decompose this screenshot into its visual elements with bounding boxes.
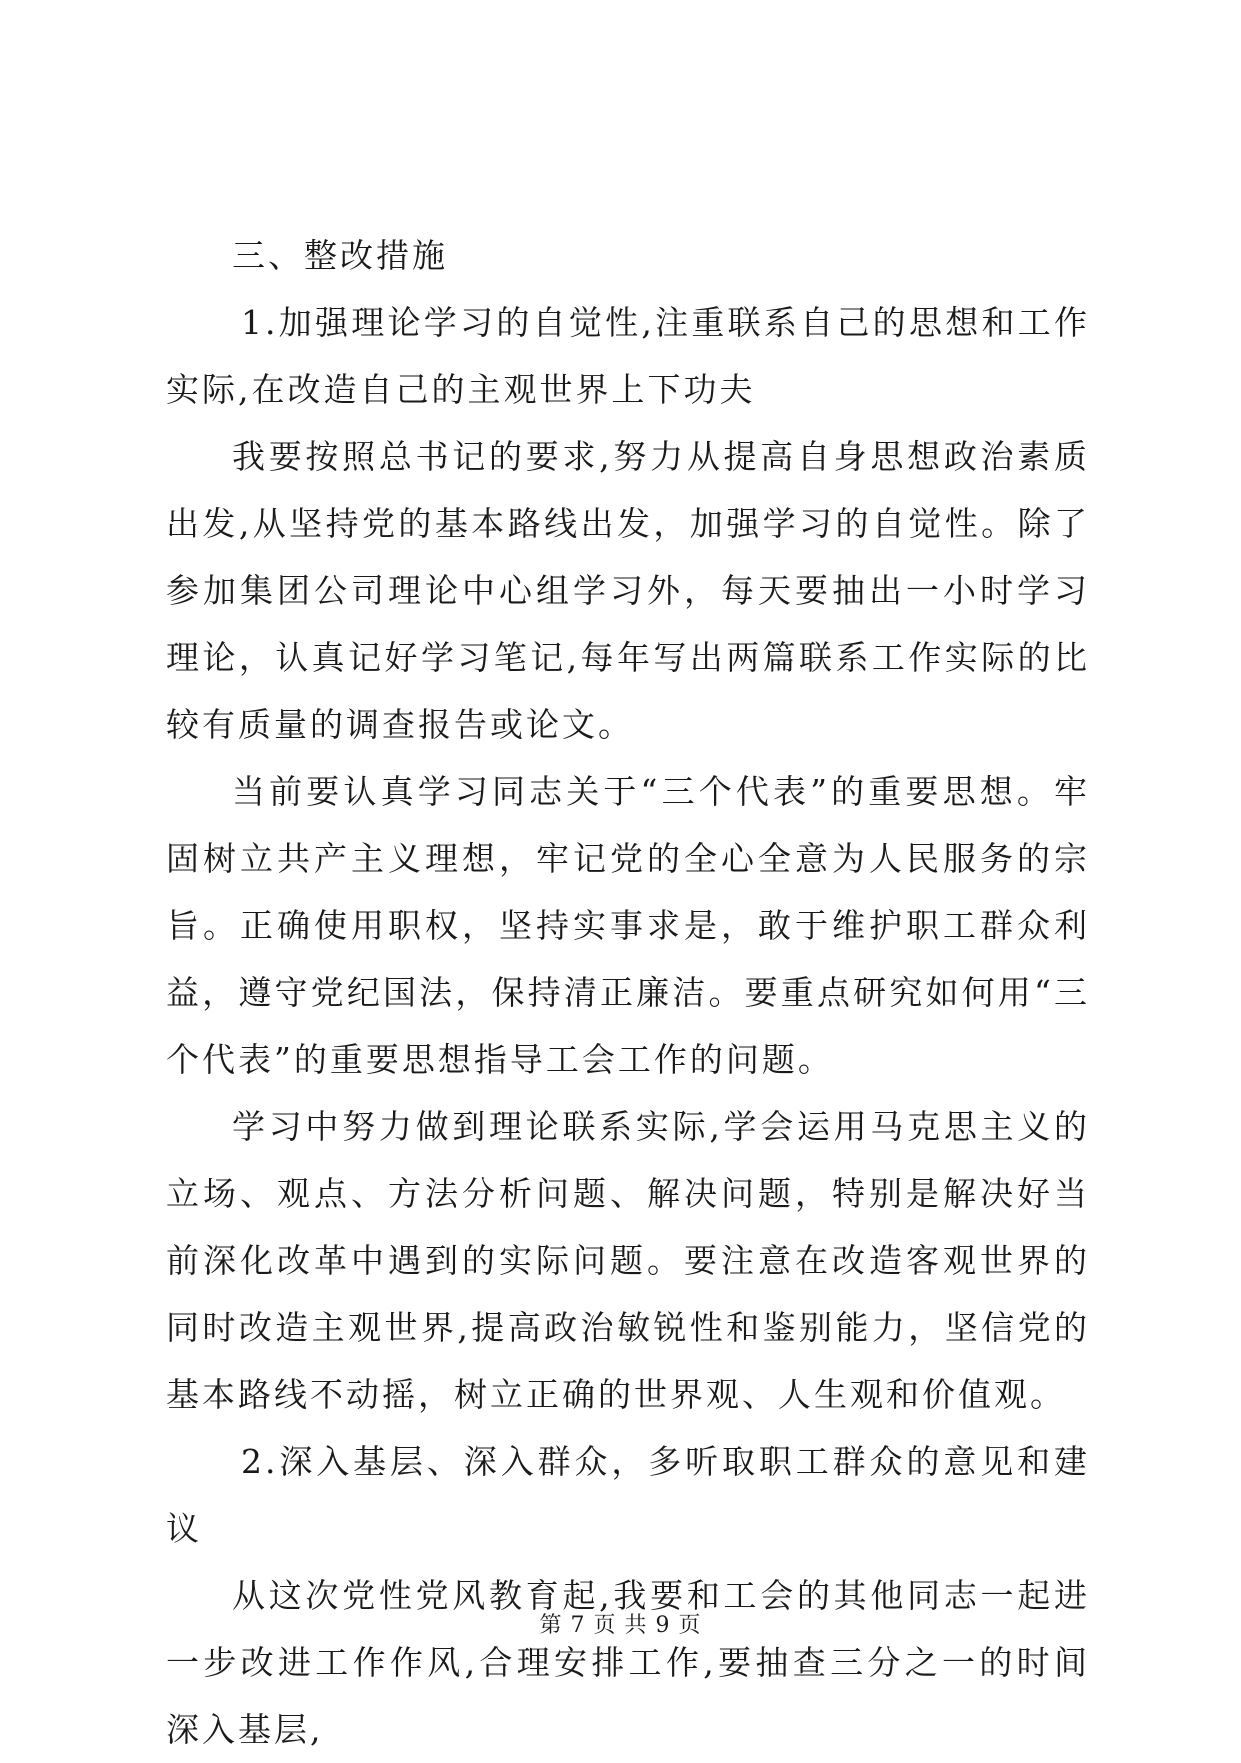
section-heading: 三、整改措施 xyxy=(232,236,448,275)
subheading-2: 2.深入基层、深入群众，多听取职工群众的意见和建议 xyxy=(166,1442,1090,1548)
document-body xyxy=(166,222,1090,1763)
body-paragraph-4: 从这次党性党风教育起,我要和工会的其他同志一起进一步改进工作作风,合理安排工作,要抽查三分之一的时间深入基层, xyxy=(166,1576,1090,1749)
subheading-1: 1.加强理论学习的自觉性,注重联系自己的思想和工作实际,在改造自己的主观世界上下功夫 xyxy=(166,303,1090,409)
body-paragraph-2: 当前要认真学习同志关于“三个代表”的重要思想。牢固树立共产主义理想，牢记党的全心全意为人民服务的宗旨。正确使用职权，坚持实事求是，敢于维护职工群众利益，遵守党纪国法，保持清正廉洁。要重点研究如何用“三个代表”的重要思想指导工会工作的问题。 xyxy=(166,772,1090,1079)
body-paragraph-3: 学习中努力做到理论联系实际,学会运用马克思主义的立场、观点、方法分析问题、解决问题，特别是解决好当前深化改革中遇到的实际问题。要注意在改造客观世界的同时改造主观世界,提高政治敏锐性和鉴别能力，坚信党的基本路线不动摇，树立正确的世界观、人生观和价值观。 xyxy=(166,1107,1090,1414)
page-footer: 第 7 页 共 9 页 xyxy=(539,1613,702,1638)
body-paragraph-1: 我要按照总书记的要求,努力从提高自身思想政治素质出发,从坚持党的基本路线出发，加强学习的自觉性。除了参加集团公司理论中心组学习外，每天要抽出一小时学习理论，认真记好学习笔记,每年写出两篇联系工作实际的比较有质量的调查报告或论文。 xyxy=(166,437,1090,744)
